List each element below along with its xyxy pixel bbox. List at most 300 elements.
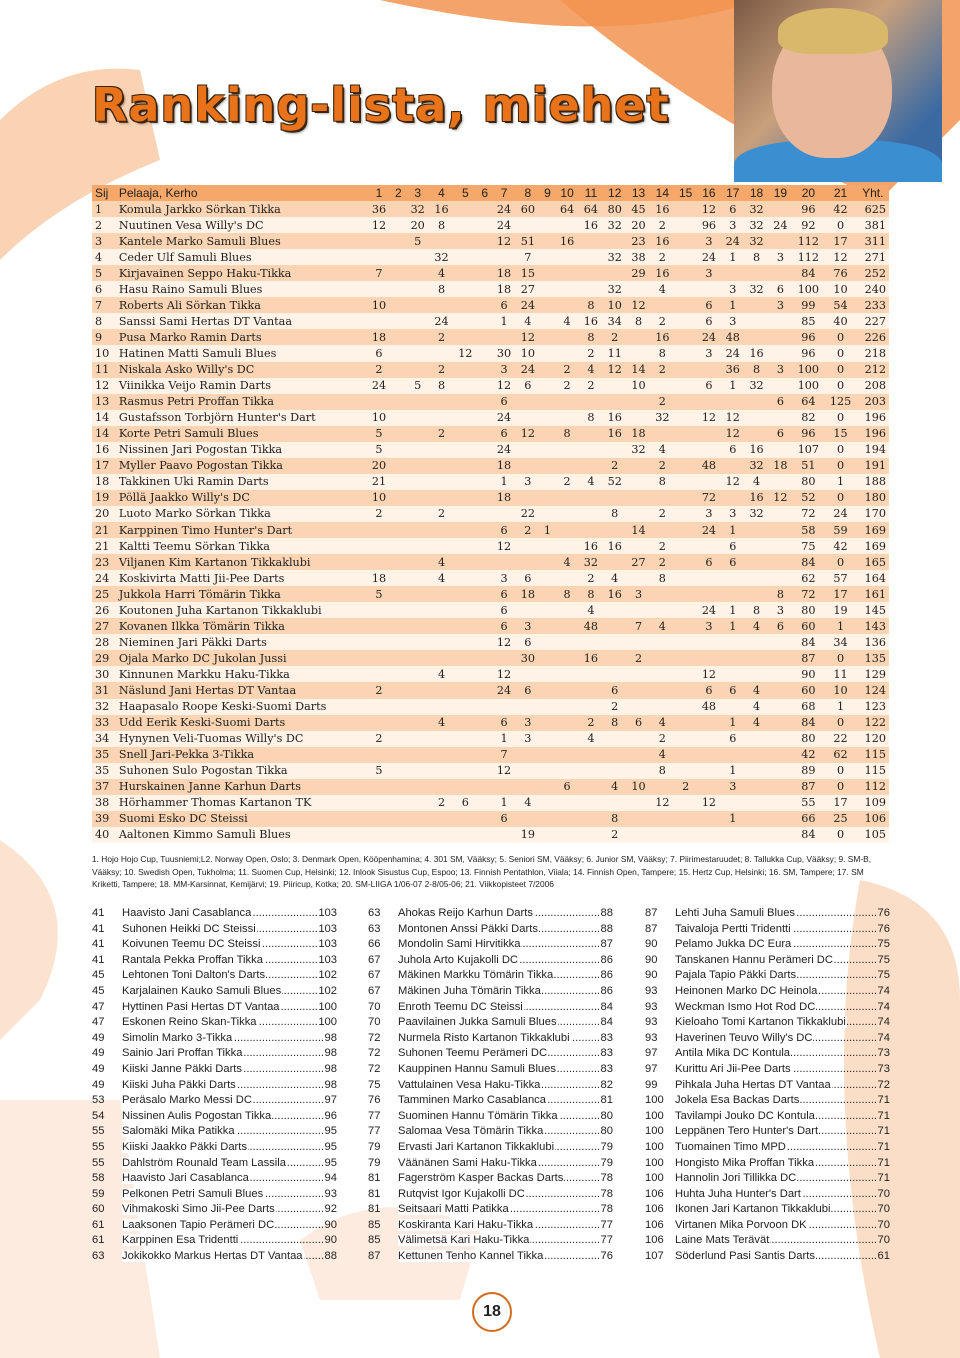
table-row [92,779,889,795]
points-cell [477,249,492,265]
list-player [398,1109,600,1125]
points-cell [650,666,674,682]
points-cell: 8 [563,587,571,601]
list-player-name: Hannolin Jori Tillikka DC [675,1172,797,1185]
points-cell [555,265,579,281]
ranking-list-column-3 [645,906,890,1265]
list-player-name: Tavilampi Jouko DC Kontula [675,1109,815,1122]
points-cell: 24 [701,250,717,264]
points-cell: 2 [658,363,666,377]
list-player-name: Sainio Jari Proffan Tikka [122,1047,243,1060]
points-cell: 6 [500,427,508,441]
points-cell: 87 [801,651,816,665]
column-header: 3 [414,186,422,201]
table-row [92,249,889,265]
list-player-name: Mondolin Sami Hirvitikka [398,938,521,951]
rank-cell: 12 [95,379,110,393]
player-cell: Kovanen Ilkka Tömärin Tikka [118,619,285,633]
points-cell: 8 [753,603,761,617]
column-header: Yht. [862,186,884,201]
points-cell: 2 [611,828,619,842]
points-cell [391,442,406,458]
total-cell: 240 [864,282,886,296]
total-cell: 136 [864,635,886,649]
points-cell: 2 [611,700,619,714]
list-player [398,1015,600,1031]
points-cell [391,586,406,602]
points-cell [516,747,540,763]
list-player [398,1062,600,1078]
points-cell [477,490,492,506]
points-cell [430,522,454,538]
points-cell: 6 [524,683,532,697]
points-cell [721,394,745,410]
list-item [368,1031,613,1047]
points-cell [477,538,492,554]
points-cell: 12 [833,250,848,264]
list-player [398,968,600,984]
list-rank: 93 [645,1000,658,1013]
points-cell [540,442,555,458]
points-cell [540,715,555,731]
points-cell: 12 [458,346,473,360]
list-rank: 47 [92,1016,105,1029]
rank-cell: 9 [95,330,103,344]
points-cell [555,281,579,297]
list-rank: 97 [645,1062,658,1075]
points-cell: 90 [801,667,816,681]
points-cell [367,554,391,570]
points-cell [540,618,555,634]
points-cell: 30 [520,651,535,665]
points-cell [555,811,579,827]
points-cell [367,779,391,795]
points-cell: 0 [836,555,845,569]
points-cell: 24 [773,218,788,232]
points-cell [453,602,477,618]
points-cell [453,763,477,779]
list-player-name: Lehti Juha Samuli Blues [675,907,796,919]
points-cell: 2 [437,363,446,377]
points-cell: 5 [414,234,422,248]
points-cell: 4 [587,363,595,377]
points-cell [579,394,603,410]
points-cell [516,811,540,827]
points-cell: 22 [520,507,535,521]
rank-cell: 34 [95,732,110,746]
rank-cell: 33 [95,716,110,730]
table-row [92,634,889,650]
list-rank: 72 [368,1031,381,1044]
points-cell: 2 [587,571,595,585]
list-rank: 49 [92,1031,105,1044]
points-cell: 6 [729,732,737,746]
list-item [92,1187,337,1203]
points-cell [391,666,406,682]
list-rank: 79 [368,1140,381,1153]
points-cell: 11 [833,667,848,681]
points-cell: 64 [801,395,816,409]
points-cell: 32 [749,234,764,248]
list-points: 97 [324,1094,337,1107]
points-cell: 99 [801,298,816,312]
points-cell: 2 [437,330,446,344]
points-cell: 2 [658,507,666,521]
points-cell [603,666,627,682]
total-cell: 169 [864,539,886,553]
points-cell: 2 [658,732,666,746]
list-points: 74 [877,1016,890,1029]
list-points: 88 [324,1250,337,1263]
list-player-name: Nissinen Aulis Pogostan Tikka [122,1109,272,1122]
points-cell [745,731,769,747]
points-cell [650,297,674,313]
table-row [92,442,889,458]
points-cell: 2 [375,363,383,377]
points-cell: 58 [801,523,816,537]
points-cell: 12 [725,427,740,441]
player-cell: Niskala Asko Willy's DC [118,363,255,377]
points-cell: 8 [658,571,666,585]
list-item [645,1202,890,1218]
points-cell: 2 [587,346,595,360]
points-cell: 0 [836,780,845,794]
list-player [398,1124,600,1140]
points-cell: 2 [634,651,643,665]
list-item [368,1093,613,1109]
list-rank: 58 [92,1172,105,1185]
points-cell [540,506,555,522]
list-player-name: Suhonen Heikki DC Steissi [122,922,256,935]
points-cell: 8 [776,587,784,601]
points-cell: 32 [749,507,764,521]
points-cell [674,506,697,522]
list-player-name: Lehtonen Toni Dalton's Darts [122,969,266,982]
list-rank: 70 [368,1016,381,1029]
ranking-list-column-2 [368,906,613,1265]
points-cell [768,265,792,281]
list-item [92,1140,337,1156]
list-player-name: Välimetsä Kari Haku-Tikka [398,1234,530,1247]
points-cell [477,682,492,698]
column-header: 12 [608,186,622,201]
points-cell: 1 [500,732,508,746]
points-cell: 8 [634,314,643,328]
points-cell: 3 [729,218,737,232]
points-cell: 2 [375,507,383,521]
points-cell: 8 [611,812,619,826]
points-cell [367,281,391,297]
points-cell [745,650,769,666]
list-points: 82 [600,1078,613,1091]
points-cell [391,217,406,233]
points-cell: 32 [607,218,622,232]
points-cell [627,281,651,297]
list-player [122,1187,324,1203]
list-item [645,1187,890,1203]
points-cell: 3 [524,732,532,746]
points-cell [540,329,555,345]
points-cell: 3 [524,475,532,489]
table-row [92,699,889,715]
points-cell [674,362,697,378]
points-cell [579,827,603,843]
points-cell: 0 [836,346,845,360]
points-cell: 60 [520,202,535,216]
points-cell [430,699,454,715]
points-cell [391,538,406,554]
points-cell [674,201,697,217]
points-cell [555,570,579,586]
points-cell: 32 [434,250,449,264]
list-item [368,984,613,1000]
points-cell [697,715,721,731]
points-cell [674,297,697,313]
points-cell [721,458,745,474]
points-cell: 5 [414,379,422,393]
list-item [645,1062,890,1078]
list-player [675,906,877,922]
points-cell [406,506,430,522]
points-cell: 4 [753,619,761,633]
points-cell [391,682,406,698]
points-cell [477,362,492,378]
points-cell [603,602,627,618]
player-cell: Kantele Marko Samuli Blues [118,234,281,248]
points-cell [453,731,477,747]
points-cell [406,554,430,570]
player-cell: Koskivirta Matti Jii-Pee Darts [118,571,285,585]
points-cell [516,779,540,795]
total-cell: 208 [864,379,886,393]
table-row [92,522,889,538]
points-cell [540,795,555,811]
points-cell [768,634,792,650]
points-cell [650,426,674,442]
points-cell [391,747,406,763]
list-points: 96 [324,1109,337,1122]
points-cell [627,763,651,779]
list-rank: 87 [645,907,658,919]
list-rank: 49 [92,1078,105,1091]
points-cell: 3 [776,363,784,377]
points-cell: 32 [655,411,670,425]
list-item [92,1156,337,1172]
points-cell [697,442,721,458]
points-cell: 0 [836,411,845,425]
points-cell [603,731,627,747]
points-cell: 5 [375,587,383,601]
points-cell: 15 [833,427,848,441]
points-cell [650,634,674,650]
points-cell: 20 [631,218,646,232]
points-cell [406,410,430,426]
list-player-name: Seitsaari Matti Patikka [398,1203,509,1216]
points-cell [391,811,406,827]
list-item [92,1000,337,1016]
list-rank: 100 [645,1172,664,1185]
points-cell: 16 [583,314,599,328]
points-cell [768,410,792,426]
points-cell [453,522,477,538]
column-header: 2 [394,186,402,201]
total-cell: 109 [864,796,886,810]
points-cell [540,490,555,506]
points-cell [477,474,492,490]
list-rank: 72 [368,1062,381,1075]
points-cell: 24 [371,379,387,393]
points-cell: 12 [496,234,512,248]
list-item [92,1218,337,1234]
points-cell [477,570,492,586]
points-cell: 17 [833,234,848,248]
points-cell: 4 [437,266,446,280]
rank-cell: 14 [95,427,110,441]
points-cell [430,763,454,779]
table-row [92,329,889,345]
list-rank: 61 [92,1234,105,1247]
list-player [675,1218,877,1234]
column-header: 1 [375,186,383,201]
points-cell [406,474,430,490]
points-cell: 16 [607,427,622,441]
points-cell [453,201,477,217]
points-cell [406,394,430,410]
points-cell: 2 [563,363,571,377]
points-cell [367,650,391,666]
points-cell: 27 [631,555,646,569]
points-cell: 1 [729,716,737,730]
points-cell [627,699,651,715]
points-cell: 7 [375,266,383,280]
points-cell [555,650,579,666]
points-cell: 112 [797,234,820,248]
rank-cell: 20 [95,507,110,521]
points-cell [768,650,792,666]
list-points: 78 [600,1172,613,1185]
points-cell: 125 [829,395,852,409]
list-player-name: Karppinen Esa Tridentti [122,1234,239,1247]
points-cell [540,811,555,827]
list-rank: 41 [92,938,105,951]
points-cell: 24 [701,523,717,537]
points-cell [406,715,430,731]
points-cell: 4 [587,475,595,489]
table-row [92,811,889,827]
points-cell: 16 [749,491,764,505]
points-cell [674,795,697,811]
list-player-name: Laaksonen Tapio Perämeri DC [122,1218,275,1231]
points-cell: 29 [631,266,646,280]
points-cell [697,586,721,602]
list-points: 98 [324,1047,337,1060]
column-header: 7 [500,186,508,201]
points-cell [697,763,721,779]
points-cell [367,827,391,843]
points-cell: 24 [701,330,717,344]
points-cell: 0 [836,491,845,505]
points-cell: 6 [776,395,784,409]
table-row [92,378,889,394]
table-row [92,217,889,233]
points-cell [650,699,674,715]
points-cell: 6 [776,282,784,296]
list-points: 86 [600,969,613,982]
list-points: 80 [600,1125,613,1138]
points-cell [477,297,492,313]
points-cell [477,699,492,715]
points-cell [477,763,492,779]
list-item [645,1171,890,1187]
points-cell [453,586,477,602]
list-player [675,1156,877,1172]
points-cell: 6 [500,298,508,312]
points-cell: 6 [524,571,532,585]
points-cell: 32 [749,202,764,216]
list-player-name: Montonen Anssi Päkki Darts [398,922,538,935]
list-rank: 60 [92,1203,105,1216]
list-points: 61 [877,1250,890,1263]
points-cell [391,233,406,249]
points-cell: 51 [520,234,535,248]
points-cell [516,602,540,618]
player-cell: Suomi Esko DC Steissi [118,812,248,826]
points-cell [555,490,579,506]
list-item [645,1233,890,1249]
points-cell [453,329,477,345]
total-cell: 252 [864,266,886,280]
points-cell: 96 [801,346,816,360]
column-header: Sij [95,186,109,201]
player-cell: Ceder Ulf Samuli Blues [118,250,252,264]
points-cell: 3 [776,603,784,617]
points-cell: 3 [634,587,643,601]
list-player-name: Vattulainen Vesa Haku-Tikka [398,1078,541,1091]
column-header: 8 [524,186,532,201]
points-cell: 16 [607,587,622,601]
list-points: 83 [600,1062,613,1075]
points-cell [453,634,477,650]
list-item [645,984,890,1000]
total-cell: 191 [864,459,886,473]
points-cell: 1 [500,475,508,489]
points-cell: 80 [801,732,816,746]
player-cell: Haapasalo Roope Keski-Suomi Darts [118,700,327,714]
list-points: 77 [600,1234,613,1247]
points-cell [674,249,697,265]
points-cell [768,378,792,394]
points-cell: 10 [371,411,387,425]
points-cell: 27 [520,282,535,296]
list-points: 102 [318,984,337,997]
list-player [675,1031,877,1047]
player-cell: Viljanen Kim Kartanon Tikkaklubi [118,555,311,569]
points-cell: 18 [371,571,387,585]
points-cell [674,233,697,249]
list-player [398,1046,600,1062]
list-player-name: Ikonen Jari Kartanon Tikkaklubi [675,1203,831,1216]
list-player [122,1249,324,1265]
list-player [122,1078,324,1094]
list-player [122,1062,324,1078]
points-cell [492,506,516,522]
list-rank: 49 [92,1062,105,1075]
points-cell [477,731,492,747]
points-cell [406,763,430,779]
points-cell: 72 [801,587,816,601]
list-rank: 72 [368,1047,381,1060]
points-cell: 32 [607,250,622,264]
